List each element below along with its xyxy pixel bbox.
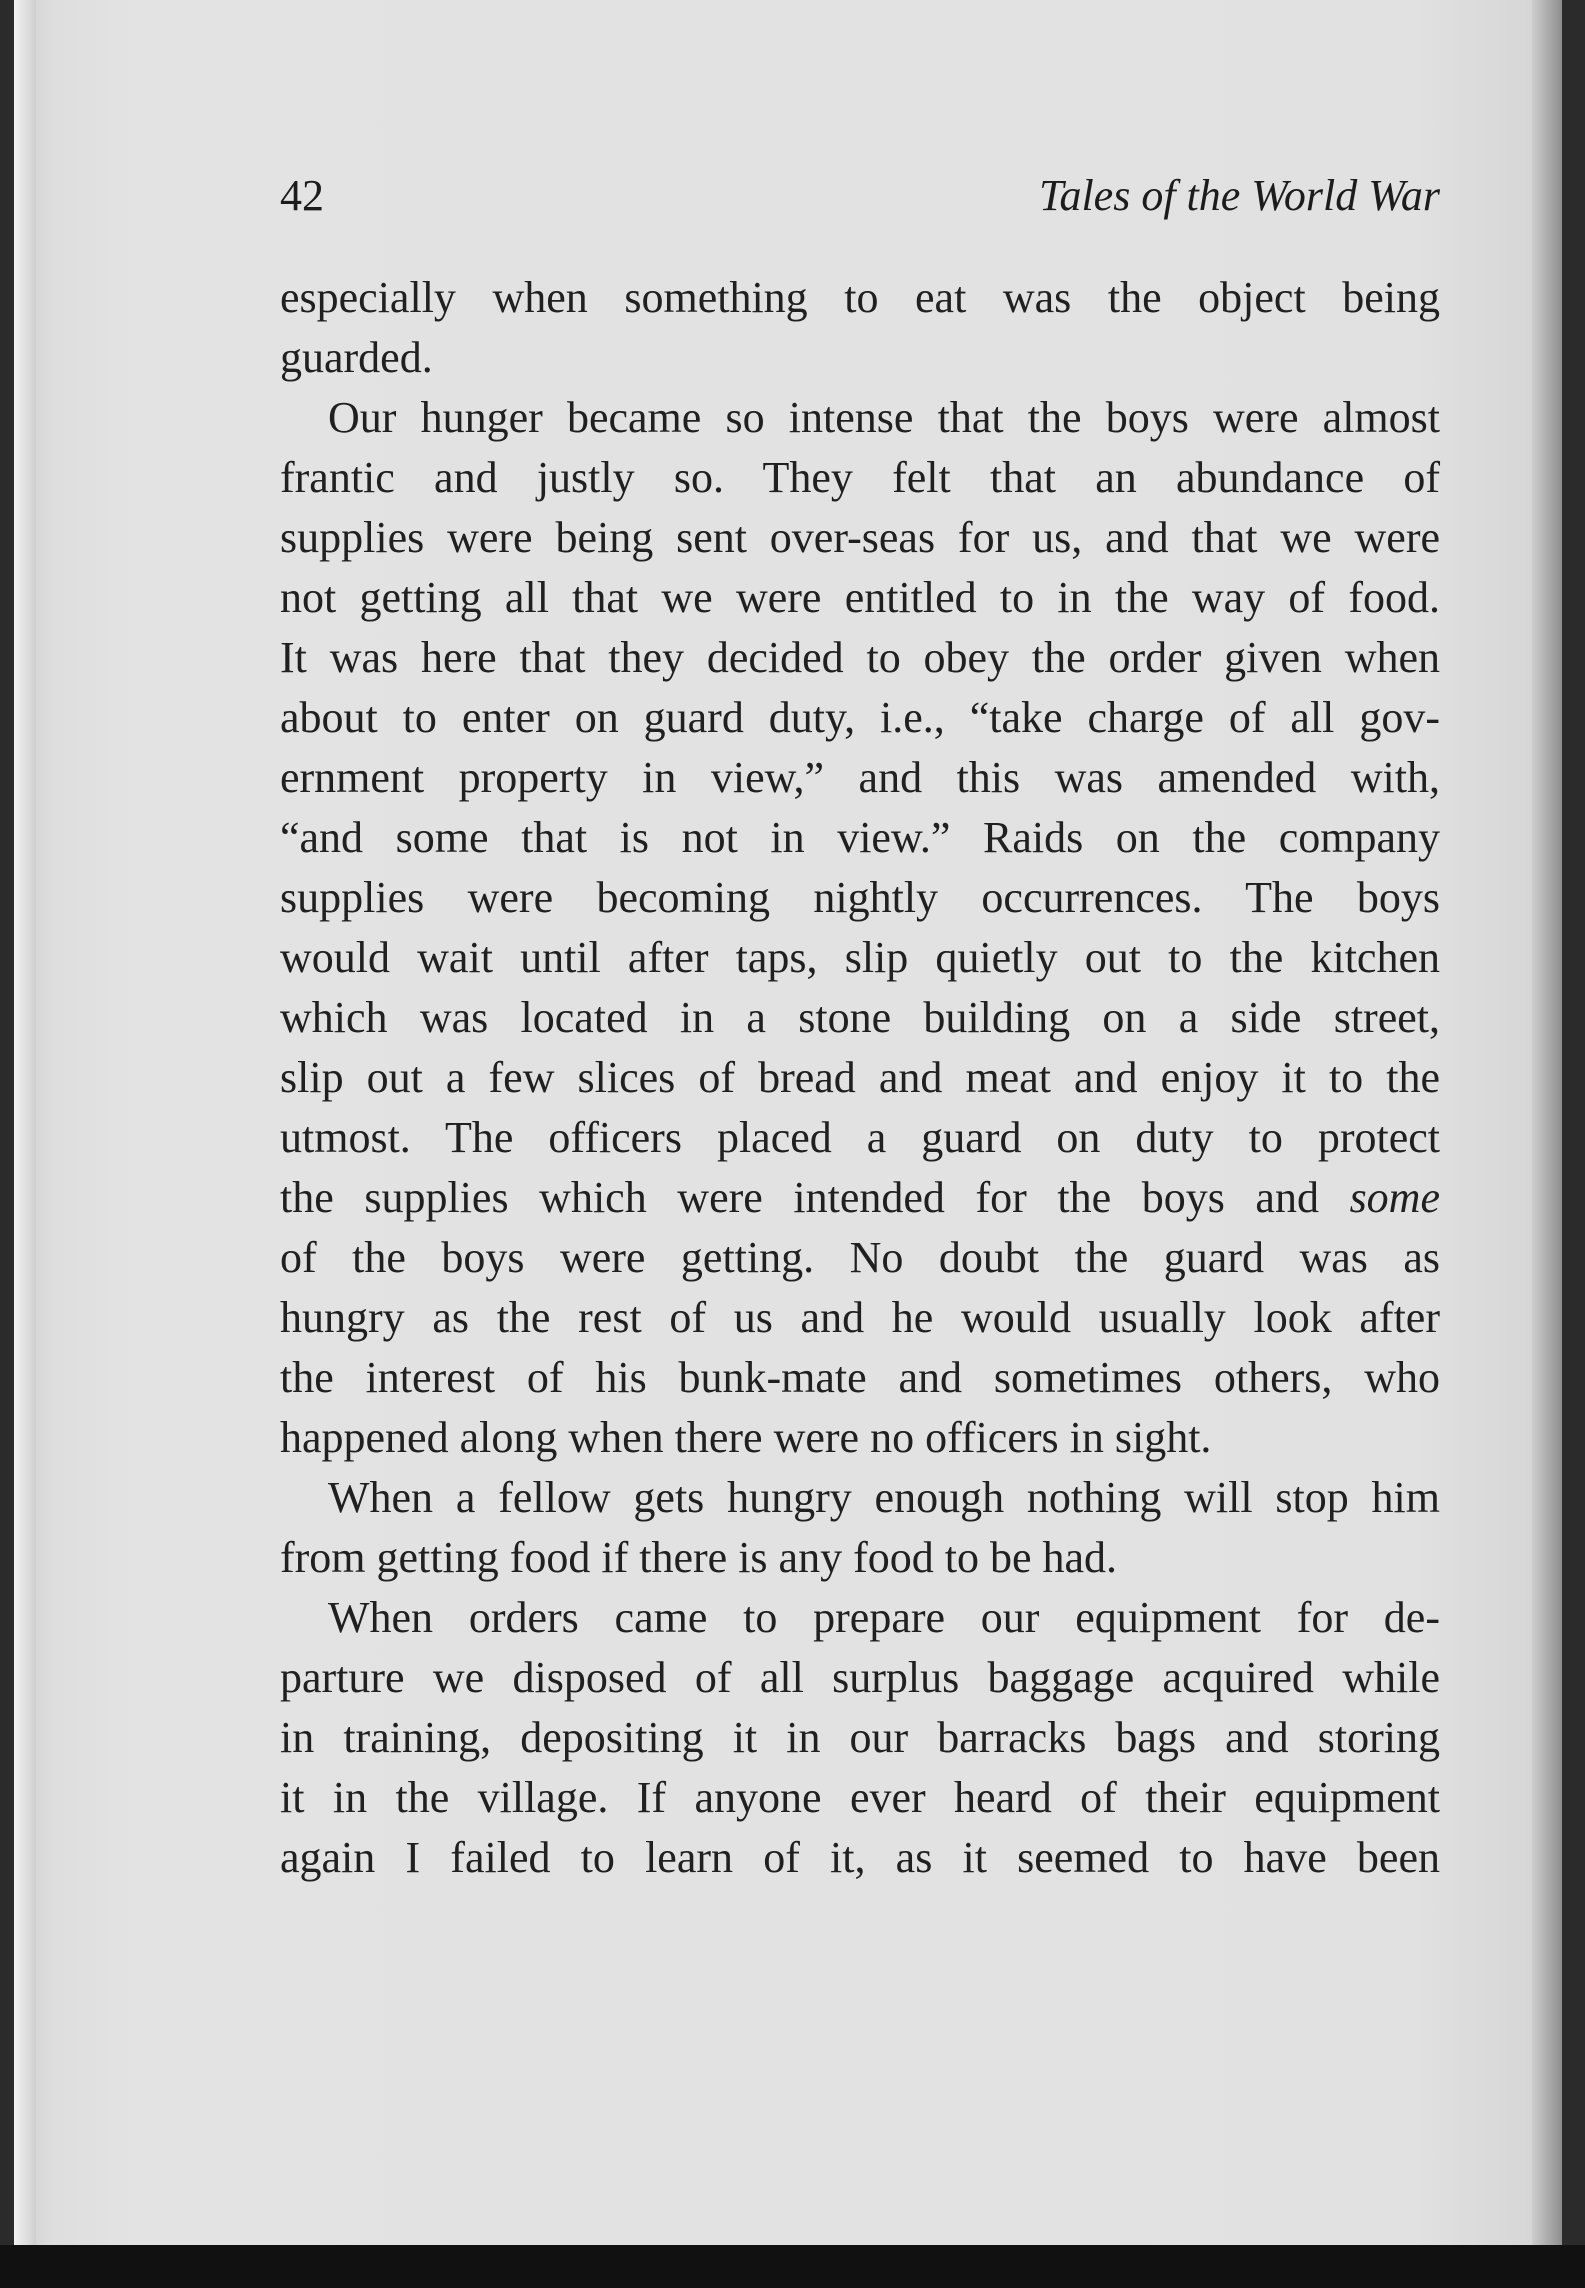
text-line: When orders came to prepare our equipment for de- [328, 1593, 1440, 1642]
text-line: in training, depositing it in our barracks bags and storing [280, 1713, 1440, 1762]
text-line: happened along when there were no officers in sight. [280, 1413, 1212, 1462]
body-text [280, 268, 1440, 1888]
page-left-edge [14, 0, 36, 2245]
text-line: would wait until after taps, slip quietly out to the kitchen [280, 933, 1440, 982]
scan-bottom-border [0, 2245, 1585, 2288]
text-line: which was located in a stone building on a side street, [280, 993, 1440, 1042]
text-line: supplies were being sent over-seas for us, and that we were [280, 513, 1440, 562]
text-line-part: the supplies which were intended for the boys and [280, 1173, 1319, 1222]
text-line: guarded. [280, 333, 433, 382]
text-line: from getting food if there is any food to be had. [280, 1533, 1118, 1582]
italic-word: some [1349, 1173, 1440, 1222]
paragraph-2 [280, 388, 1440, 1468]
text-line: frantic and justly so. They felt that an abundance of [280, 453, 1440, 502]
text-line: supplies were becoming nightly occurrences. The boys [280, 873, 1440, 922]
page-number: 42 [280, 171, 324, 220]
text-line: about to enter on guard duty, i.e., “take charge of all gov- [280, 693, 1440, 742]
text-line: it in the village. If anyone ever heard of their equipment [280, 1773, 1440, 1822]
text-line: parture we disposed of all surplus baggage acquired while [280, 1653, 1440, 1702]
paragraph-4 [280, 1588, 1440, 1888]
text-line: ernment property in view,” and this was amended with, [280, 753, 1440, 802]
text-line: especially when something to eat was the object being [280, 273, 1440, 322]
text-line: slip out a few slices of bread and meat and enjoy it to the [280, 1053, 1440, 1102]
text-line: It was here that they decided to obey the order given when [280, 633, 1440, 682]
text-line: Our hunger became so intense that the boys were almost [328, 393, 1440, 442]
text-line: of the boys were getting. No doubt the guard was as [280, 1233, 1440, 1282]
text-line-with-italic [280, 1168, 1440, 1228]
text-line: not getting all that we were entitled to in the way of food. [280, 573, 1440, 622]
paragraph-1 [280, 268, 1440, 388]
page-right-edge [1532, 0, 1562, 2245]
text-line: the interest of his bunk-mate and sometimes others, who [280, 1353, 1440, 1402]
text-line: hungry as the rest of us and he would usually look after [280, 1293, 1440, 1342]
text-line: again I failed to learn of it, as it seemed to have been [280, 1833, 1440, 1882]
paragraph-3 [280, 1468, 1440, 1588]
text-line: “and some that is not in view.” Raids on the company [280, 813, 1440, 862]
running-title: Tales of the World War [1039, 171, 1440, 220]
running-header [280, 170, 1440, 230]
text-line: utmost. The officers placed a guard on duty to protect [280, 1113, 1440, 1162]
text-line: When a fellow gets hungry enough nothing will stop him [328, 1473, 1440, 1522]
